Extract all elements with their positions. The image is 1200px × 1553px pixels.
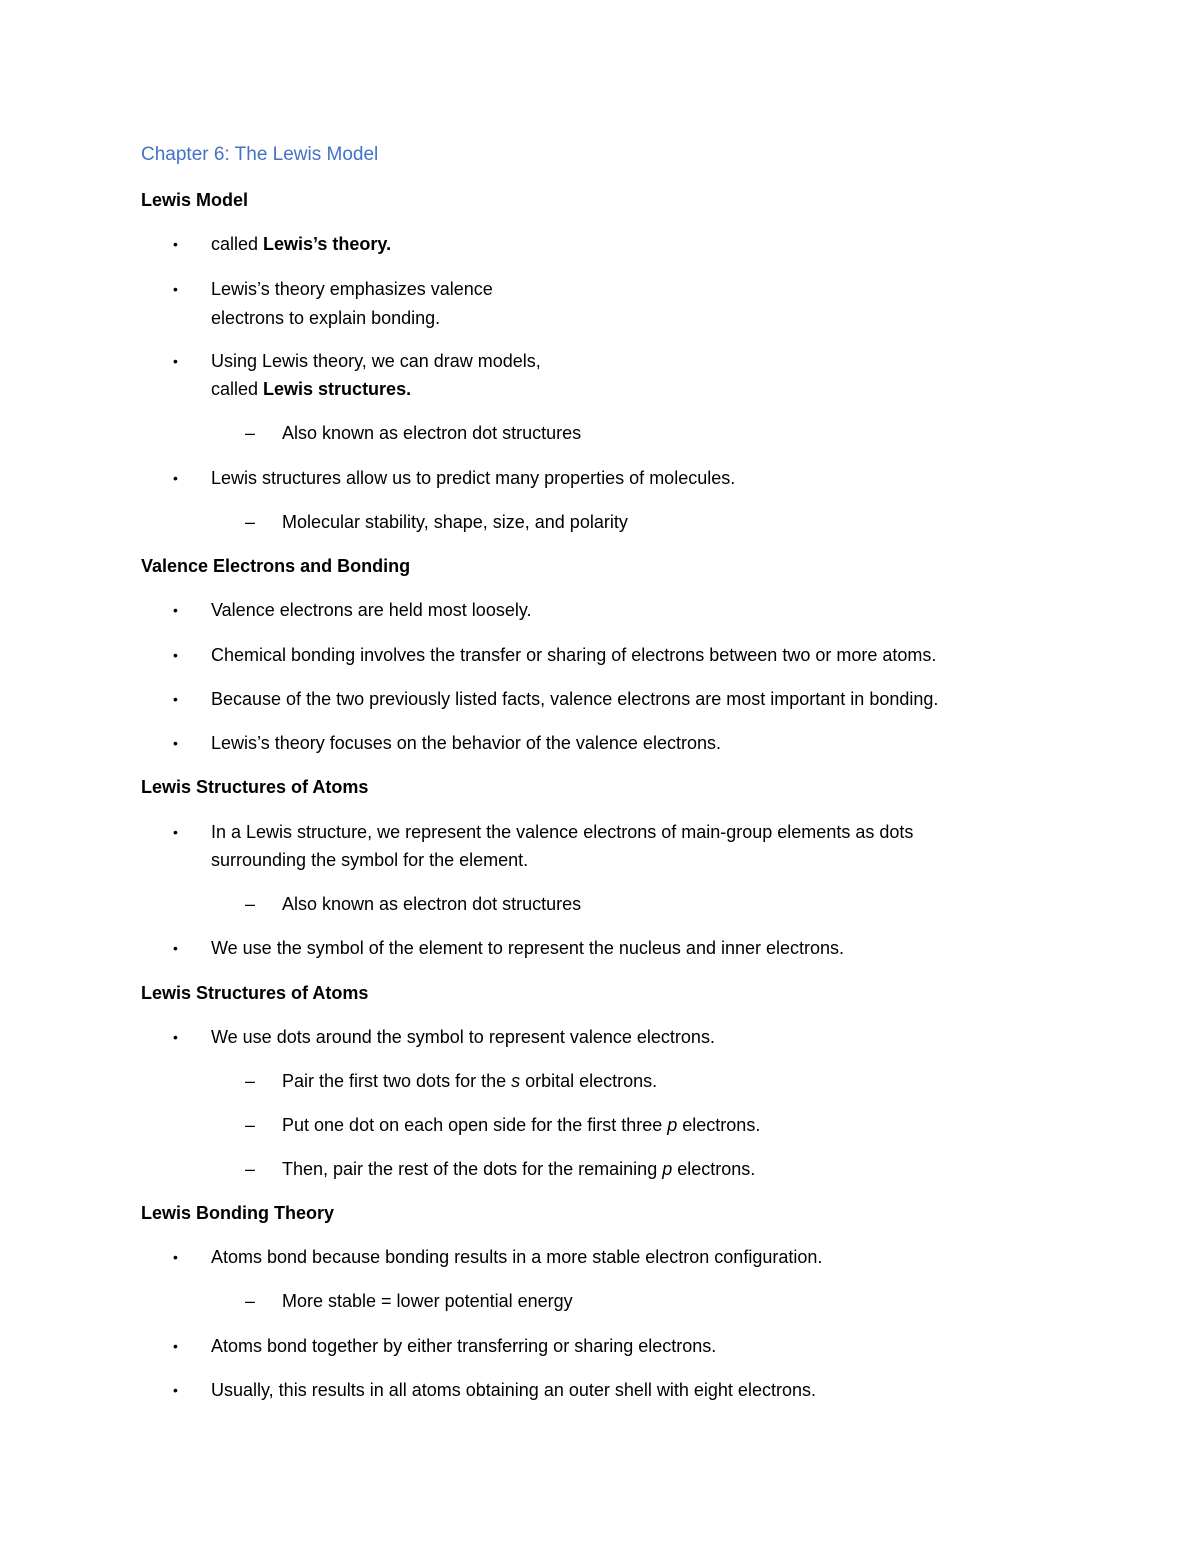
list-item: Lewis’s theory focuses on the behavior of the valence electrons. [211, 733, 721, 753]
list-item: We use the symbol of the element to represent the nucleus and inner electrons. [211, 938, 845, 958]
list-item: Atoms bond because bonding results in a more stable electron configuration. [211, 1247, 823, 1267]
sub-list-item: Put one dot on each open side for the first three p electrons. [282, 1115, 761, 1135]
bullet-marker: • [173, 824, 178, 840]
list-item: In a Lewis structure, we represent the valence electrons of main-group elements as dots [211, 822, 914, 842]
list-item: Using Lewis theory, we can draw models, [211, 351, 541, 371]
list-item: Atoms bond together by either transferring or sharing electrons. [211, 1336, 717, 1356]
bullet-marker: • [173, 691, 178, 707]
bullet-marker: • [173, 281, 178, 297]
bullet-marker: • [173, 602, 178, 618]
sub-list-item: More stable = lower potential energy [282, 1291, 573, 1311]
section-heading-bonding-theory: Lewis Bonding Theory [141, 1203, 335, 1223]
bullet-marker: • [173, 470, 178, 486]
dash-marker: – [245, 1115, 256, 1135]
sub-list-item: Then, pair the rest of the dots for the remaining p electrons. [282, 1159, 756, 1179]
bullet-marker: • [173, 647, 178, 663]
dash-marker: – [245, 1159, 256, 1179]
list-item-continuation: surrounding the symbol for the element. [211, 850, 529, 870]
dash-marker: – [245, 894, 256, 914]
bullet-marker: • [173, 353, 178, 369]
list-item: Lewis structures allow us to predict many properties of molecules. [211, 468, 736, 488]
dash-marker: – [245, 512, 256, 532]
section-heading-structures-1: Lewis Structures of Atoms [141, 777, 369, 797]
sub-list-item: Also known as electron dot structures [282, 423, 582, 443]
list-item: Chemical bonding involves the transfer or sharing of electrons between two or more atoms. [211, 645, 937, 665]
sub-list-item: Molecular stability, shape, size, and polarity [282, 512, 628, 532]
list-item-continuation: electrons to explain bonding. [211, 308, 441, 328]
dash-marker: – [245, 1291, 256, 1311]
list-item: Usually, this results in all atoms obtaining an outer shell with eight electrons. [211, 1380, 816, 1400]
list-item: called Lewis’s theory. [211, 234, 392, 254]
list-item-continuation: called Lewis structures. [211, 379, 412, 399]
sub-list-item: Also known as electron dot structures [282, 894, 582, 914]
section-heading-structures-2: Lewis Structures of Atoms [141, 983, 369, 1003]
bullet-marker: • [173, 1382, 178, 1398]
bullet-marker: • [173, 1249, 178, 1265]
section-heading-lewis-model: Lewis Model [141, 190, 249, 210]
list-item: Lewis’s theory emphasizes valence [211, 279, 493, 299]
dash-marker: – [245, 1071, 256, 1091]
dash-marker: – [245, 423, 256, 443]
list-item: We use dots around the symbol to represent valence electrons. [211, 1027, 715, 1047]
chapter-title: Chapter 6: The Lewis Model [141, 144, 379, 165]
list-item: Valence electrons are held most loosely. [211, 600, 532, 620]
sub-list-item: Pair the first two dots for the s orbital electrons. [282, 1071, 658, 1091]
bullet-marker: • [173, 236, 178, 252]
list-item: Because of the two previously listed facts, valence electrons are most important in bonding. [211, 689, 939, 709]
section-heading-valence: Valence Electrons and Bonding [141, 556, 411, 576]
bullet-marker: • [173, 1029, 178, 1045]
bullet-marker: • [173, 735, 178, 751]
bullet-marker: • [173, 1338, 178, 1354]
bullet-marker: • [173, 940, 178, 956]
